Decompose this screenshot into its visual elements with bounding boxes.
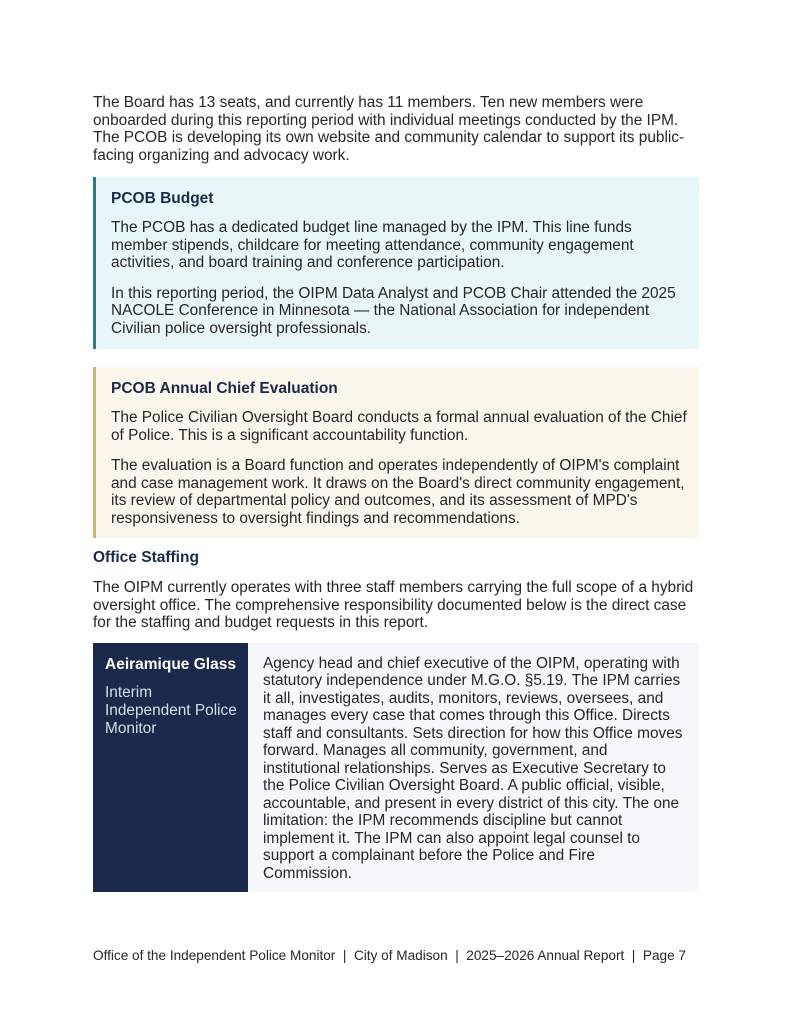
page-footer — [93, 947, 686, 964]
pcob-evaluation-paragraph-2: The evaluation is a Board function and operates independently of OIPM's complaint and case management work. It draws on the Board's direct community engagement, its review of departmental policy and outcomes, and its assessment of MPD's responsiveness to oversight findings and recommendations. — [111, 457, 685, 527]
footer-text: Office of the Independent Police Monitor | City of Madison | 2025–2026 Annual Report | Page 7 — [93, 948, 686, 963]
pcob-evaluation-paragraph-1: The Police Civilian Oversight Board conducts a formal annual evaluation of the Chief of Police. This is a significant accountability function. — [111, 409, 687, 444]
staff-name: Aeiramique Glass — [105, 655, 236, 673]
pcob-budget-heading: PCOB Budget — [111, 190, 214, 207]
pcob-evaluation-heading: PCOB Annual Chief Evaluation — [111, 380, 338, 397]
intro-paragraph: The Board has 13 seats, and currently has 11 members. Ten new members were onboarded during this reporting period with individual meetings conducted by the IPM. The PCOB is developing its own website and community calendar to support its public-facing organizing and advocacy work. — [93, 94, 685, 164]
office-staffing-heading: Office Staffing — [93, 549, 199, 566]
pcob-budget-paragraph-1: The PCOB has a dedicated budget line managed by the IPM. This line funds member stipends, childcare for meeting attendance, community engagement activities, and board training and conference participation. — [111, 219, 634, 271]
staff-title: Interim Independent Police Monitor — [105, 683, 237, 737]
staff-description-panel — [248, 643, 699, 893]
page-content — [93, 94, 699, 892]
staff-card-sidebar — [93, 643, 248, 893]
pcob-evaluation-callout — [93, 367, 699, 538]
pcob-budget-callout — [93, 177, 699, 349]
staff-card — [93, 643, 699, 893]
staff-description: Agency head and chief executive of the OIPM, operating with statutory independence under M.G.O. §5.19. The IPM carries it all, investigates, audits, monitors, reviews, oversees, and manages every case that comes through this Office. Directs staff and consultants. Sets direction for how this Office moves forward. Manages all community, government, and institutional relationships. Serves as Executive Secretary to the Police Civilian Oversight Board. A public official, visible, accountable, and present in every district of this city. The one limitation: the IPM recommends discipline but cannot implement it. The IPM can also appoint legal counsel to support a complainant before the Police and Fire Commission. — [263, 654, 683, 882]
pcob-budget-paragraph-2: In this reporting period, the OIPM Data Analyst and PCOB Chair attended the 2025 NACOLE Conference in Minnesota — the National Association for independent Civilian police oversight professionals. — [111, 284, 676, 337]
office-staffing-intro: The OIPM currently operates with three staff members carrying the full scope of a hybrid oversight office. The comprehensive responsibility documented below is the direct case for the staffing and budget requests in this report. — [93, 579, 694, 631]
